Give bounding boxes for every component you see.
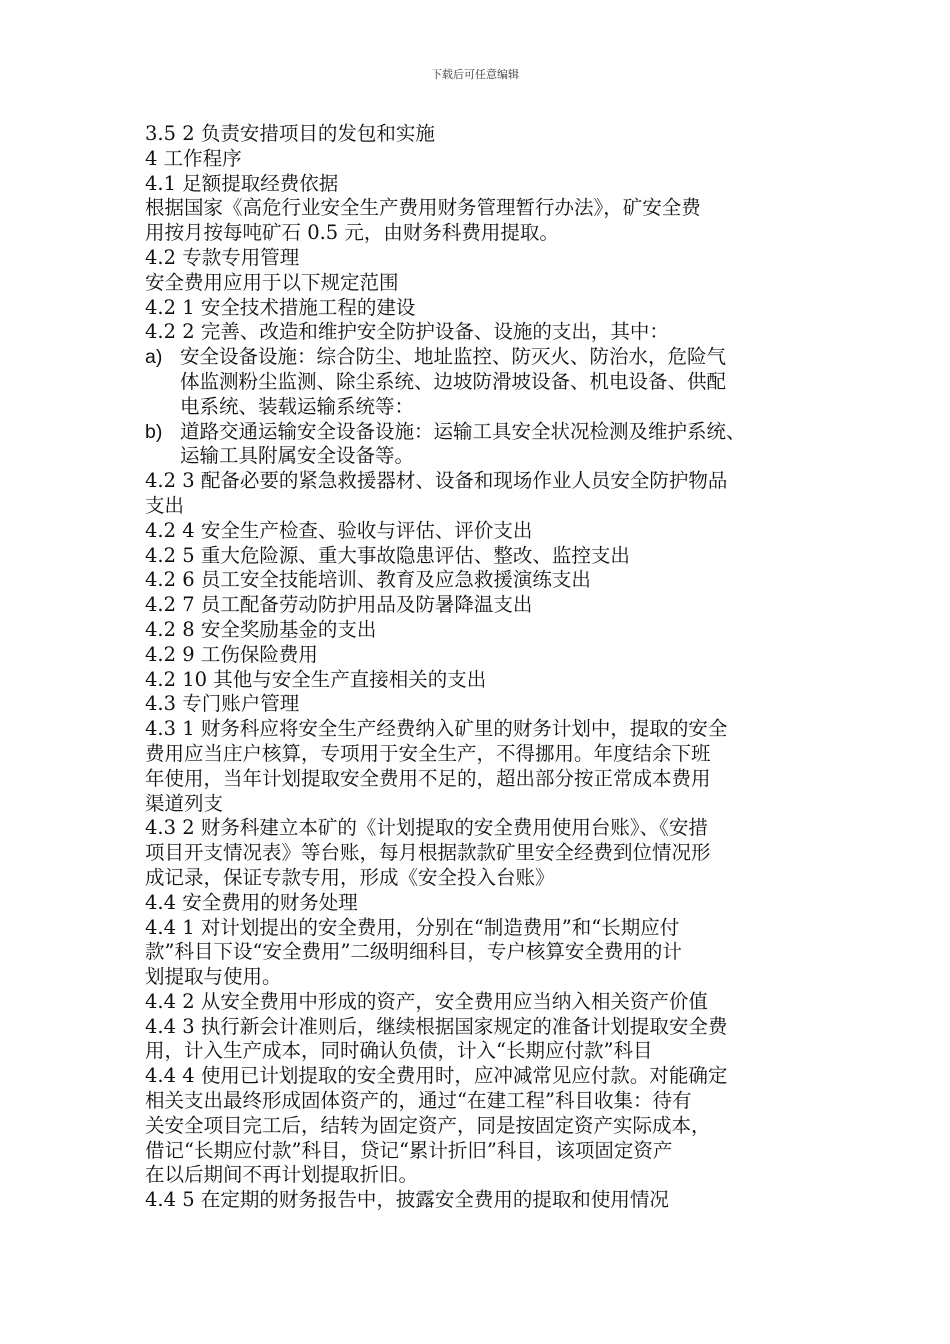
line-text: 4.4 2 从安全费用中形成的资产，安全费用应当纳入相关资产价值 <box>145 989 708 1013</box>
line-text: 费用应当庄户核算，专项用于安全生产，不得挪用。年度结余下班 <box>145 741 711 765</box>
line-text: 4.1 足额提取经费依据 <box>145 171 339 195</box>
text-line <box>145 916 820 941</box>
line-text: 支出 <box>145 493 185 517</box>
text-line <box>145 1015 820 1040</box>
text-line <box>145 196 820 221</box>
text-line <box>145 965 820 990</box>
text-line <box>145 1089 820 1114</box>
text-line <box>145 668 820 693</box>
text-line <box>145 147 820 172</box>
text-line <box>145 643 820 668</box>
text-line <box>145 1114 820 1139</box>
line-text: 4.2 4 安全生产检查、验收与评估、评价支出 <box>145 518 533 542</box>
text-line <box>145 221 820 246</box>
text-line <box>145 494 820 519</box>
text-line <box>145 172 820 197</box>
text-line <box>145 692 820 717</box>
line-text: 安全设备设施：综合防尘、地址监控、防灭火、防治水，危险气 <box>180 345 727 369</box>
document-body <box>145 122 820 1213</box>
line-text: 4.2 5 重大危险源、重大事故隐患评估、整改、监控支出 <box>145 543 630 567</box>
line-text: 4.2 1 安全技术措施工程的建设 <box>145 295 416 319</box>
line-text: 相关支出最终形成固体资产的，通过“在建工程”科目收集：待有 <box>145 1089 692 1113</box>
line-text: 根据国家《高危行业安全生产费用财务管理暂行办法》，矿安全费 <box>145 196 701 220</box>
text-line <box>145 320 820 345</box>
line-text: 关安全项目完工后，结转为固定资产，同是按固定资产实际成本， <box>145 1113 711 1137</box>
line-text: 电系统、装载运输系统等： <box>180 394 415 418</box>
line-text: 款”科目下设“安全费用”二级明细科目，专户核算安全费用的计 <box>145 940 682 964</box>
line-text: 年使用，当年计划提取安全费用不足的，超出部分按正常成本费用 <box>145 766 711 790</box>
line-text: 4.4 5 在定期的财务报告中，披露安全费用的提取和使用情况 <box>145 1188 669 1212</box>
line-text: 4.2 专款专用管理 <box>145 245 300 269</box>
text-line <box>145 767 820 792</box>
line-text: 4.2 10 其他与安全生产直接相关的支出 <box>145 667 487 691</box>
line-text: 3.5 2 负责安措项目的发包和实施 <box>145 122 435 145</box>
text-line <box>145 866 820 891</box>
line-text: 借记“长期应付款”科目，贷记“累计折旧”科目，该项固定资产 <box>145 1138 673 1162</box>
line-text: 道路交通运输安全设备设施：运输工具安全状况检测及维护系统、 <box>180 419 746 443</box>
line-text: 4.4 1 对计划提出的安全费用，分别在“制造费用”和“长期应付 <box>145 915 680 939</box>
line-text: 4.3 2 财务科建立本矿的《计划提取的安全费用使用台账》、《安措 <box>145 816 708 840</box>
text-line <box>145 1188 820 1213</box>
list-marker: b) <box>145 420 163 443</box>
line-text: 成记录，保证专款专用，形成《安全投入台账》 <box>145 865 555 889</box>
text-line <box>145 990 820 1015</box>
text-line <box>145 370 820 395</box>
list-item <box>145 345 820 370</box>
page-header: 下载后可任意编辑 <box>431 68 519 81</box>
text-line <box>145 444 820 469</box>
line-text: 4.2 9 工伤保险费用 <box>145 642 318 666</box>
line-text: 4.2 7 员工配备劳动防护用品及防暑降温支出 <box>145 593 533 617</box>
line-text: 划提取与使用。 <box>145 965 282 989</box>
line-text: 4.2 2 完善、改造和维护安全防护设备、设施的支出，其中： <box>145 320 669 344</box>
line-text: 在以后期间不再计划提取折旧。 <box>145 1163 419 1187</box>
text-line <box>145 742 820 767</box>
text-line <box>145 593 820 618</box>
line-text: 渠道列支 <box>145 791 224 815</box>
line-text: 用，计入生产成本，同时确认负债，计入“长期应付款”科目 <box>145 1039 653 1063</box>
line-text: 项目开支情况表》等台账，每月根据款款矿里安全经费到位情况形 <box>145 841 711 865</box>
line-text: 4.2 3 配备必要的紧急救援器材、设备和现场作业人员安全防护物品 <box>145 469 728 493</box>
line-text: 4.4 安全费用的财务处理 <box>145 890 358 914</box>
line-text: 体监测粉尘监测、除尘系统、边坡防滑坡设备、机电设备、供配 <box>180 369 727 393</box>
list-item <box>145 420 820 445</box>
text-line <box>145 618 820 643</box>
text-line <box>145 1163 820 1188</box>
text-line <box>145 816 820 841</box>
text-line <box>145 122 820 147</box>
line-text: 4.3 1 财务科应将安全生产经费纳入矿里的财务计划中，提取的安全 <box>145 717 728 741</box>
text-line <box>145 395 820 420</box>
text-line <box>145 544 820 569</box>
text-line <box>145 1039 820 1064</box>
text-line <box>145 271 820 296</box>
line-text: 安全费用应用于以下规定范围 <box>145 270 399 294</box>
line-text: 4.4 3 执行新会计准则后，继续根据国家规定的准备计划提取安全费 <box>145 1014 728 1038</box>
line-text: 4.2 8 安全奖励基金的支出 <box>145 617 377 641</box>
list-marker: a) <box>145 346 163 369</box>
line-text: 用按月按每吨矿石 0.5 元，由财务科费用提取。 <box>145 221 559 245</box>
text-line <box>145 1064 820 1089</box>
text-line <box>145 1139 820 1164</box>
text-line <box>145 792 820 817</box>
line-text: 4.3 专门账户管理 <box>145 692 300 716</box>
line-text: 4.2 6 员工安全技能培训、教育及应急救援演练支出 <box>145 568 591 592</box>
line-text: 运输工具附属安全设备等。 <box>180 444 415 468</box>
text-line <box>145 296 820 321</box>
text-line <box>145 940 820 965</box>
text-line <box>145 891 820 916</box>
text-line <box>145 469 820 494</box>
text-line <box>145 568 820 593</box>
text-line <box>145 519 820 544</box>
text-line <box>145 841 820 866</box>
line-text: 4 工作程序 <box>145 146 242 170</box>
text-line <box>145 246 820 271</box>
line-text: 4.4 4 使用已计划提取的安全费用时，应冲减常见应付款。对能确定 <box>145 1064 728 1088</box>
text-line <box>145 717 820 742</box>
